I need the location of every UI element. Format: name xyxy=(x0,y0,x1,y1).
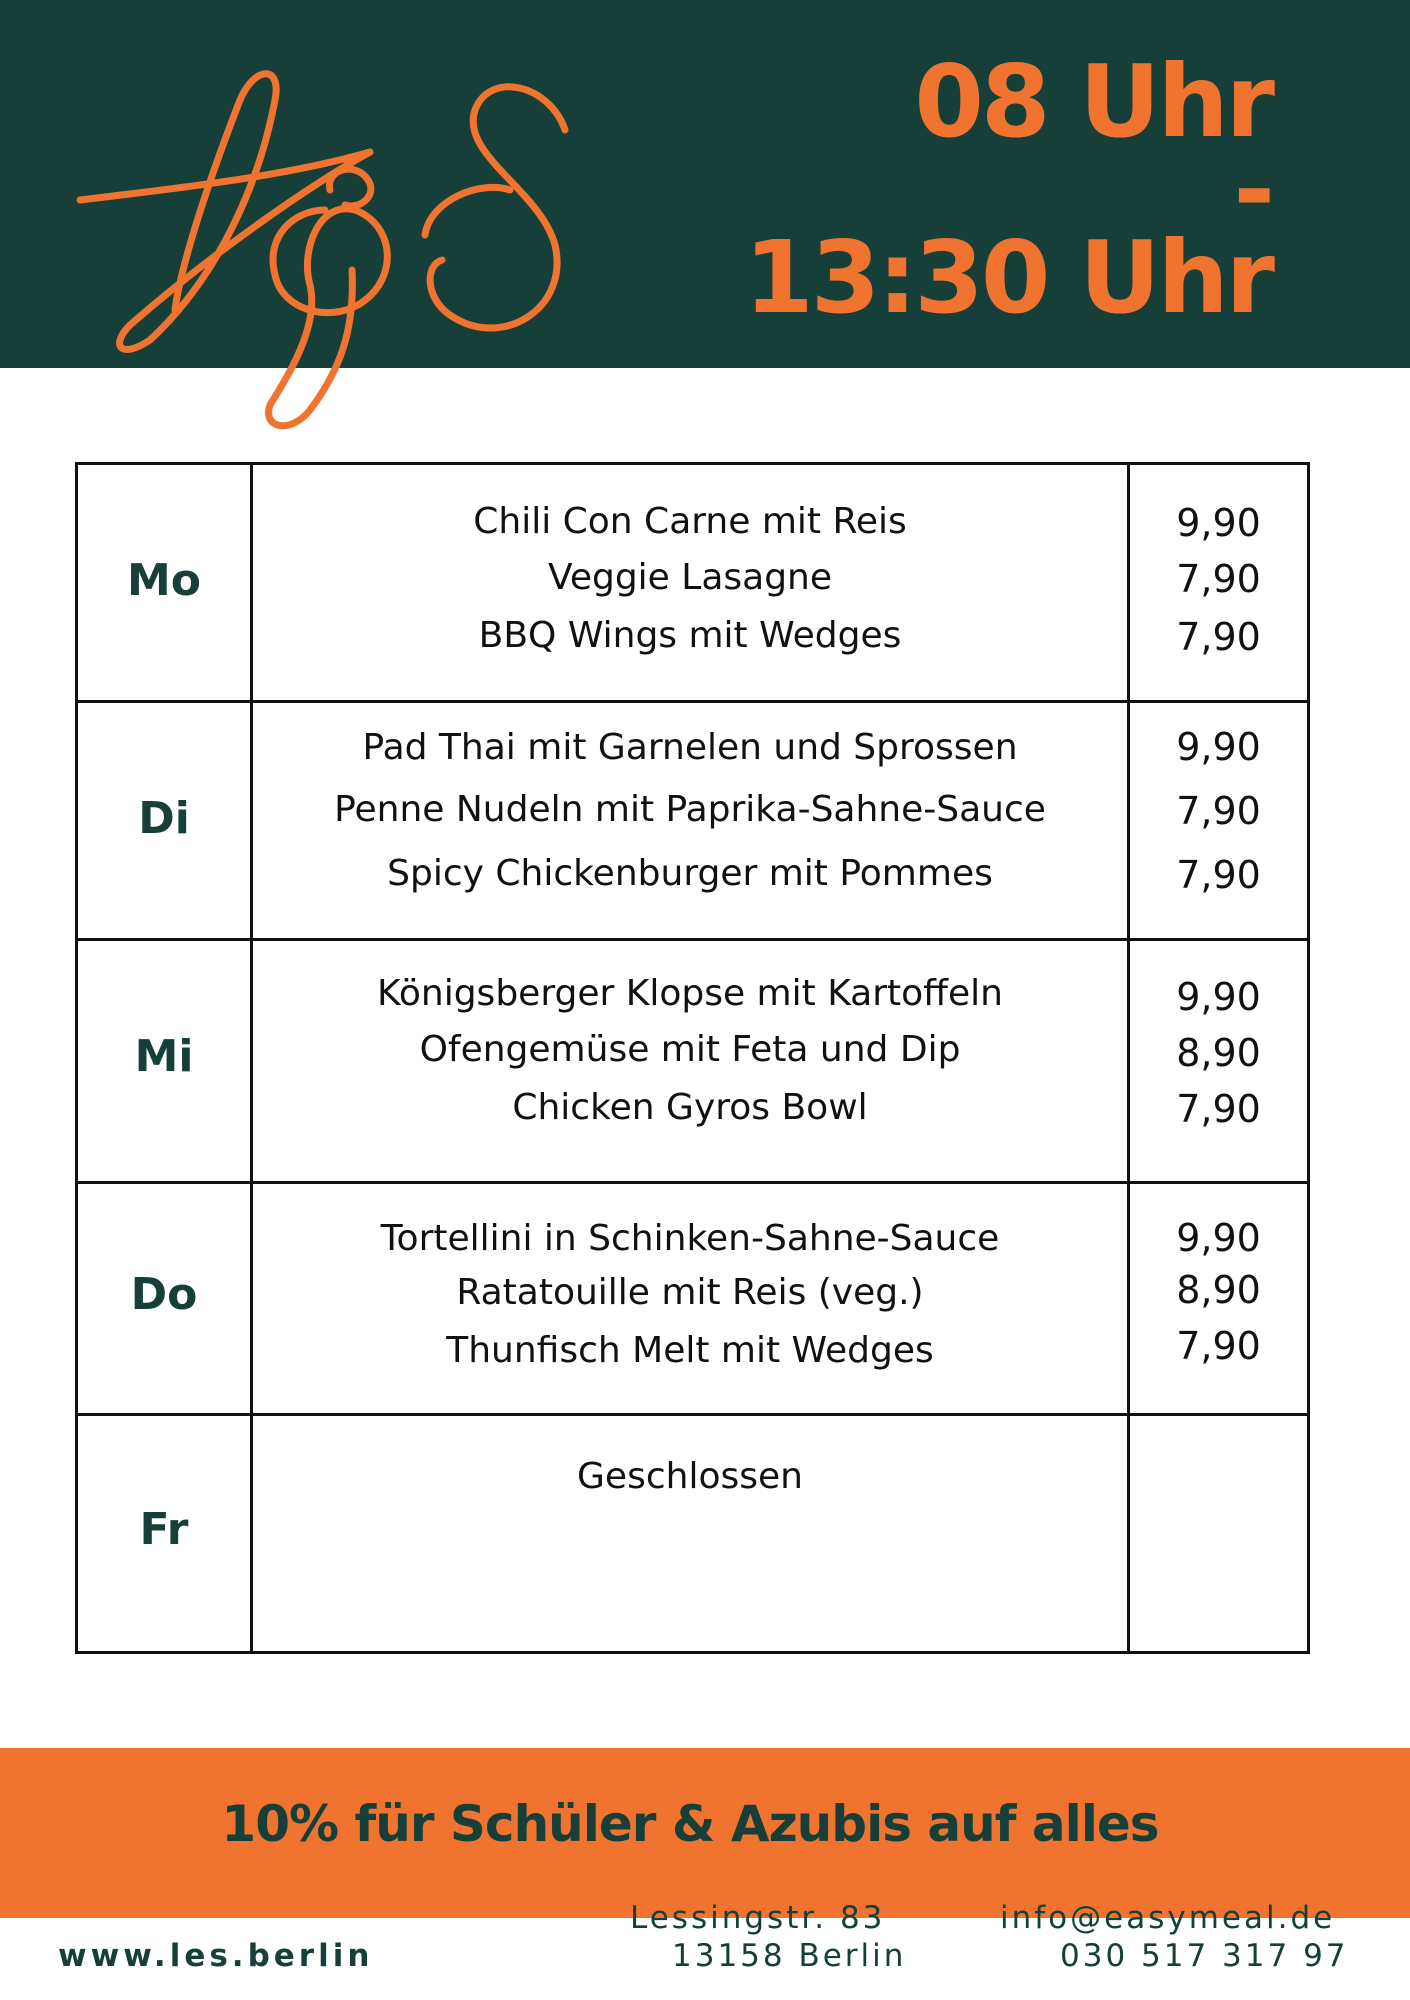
les-logo xyxy=(70,60,580,430)
day-cell xyxy=(77,1183,252,1415)
dish-item: Ratatouille mit Reis (veg.) xyxy=(456,1272,924,1313)
menu-row-tuesday xyxy=(77,702,1309,940)
email-link[interactable]: info@easymeal.de xyxy=(1000,1900,1336,1936)
dish-item: Chicken Gyros Bowl xyxy=(512,1087,868,1128)
closed-notice: Geschlossen xyxy=(577,1456,803,1497)
price-item: 7,90 xyxy=(1176,1324,1261,1368)
price-item: 7,90 xyxy=(1176,615,1261,659)
price-item: 7,90 xyxy=(1176,789,1261,833)
day-cell xyxy=(77,940,252,1183)
price-item: 9,90 xyxy=(1176,725,1261,769)
price-item: 7,90 xyxy=(1176,853,1261,897)
dishes-cell xyxy=(252,1183,1129,1415)
day-label: Di xyxy=(138,793,190,844)
opening-hours xyxy=(744,43,1272,336)
prices-cell xyxy=(1129,1415,1309,1653)
menu-row-wednesday xyxy=(77,940,1309,1183)
dishes-cell xyxy=(252,1415,1129,1653)
phone-number[interactable]: 030 517 317 97 xyxy=(1060,1938,1349,1974)
dishes-cell xyxy=(252,702,1129,940)
address-street: Lessingstr. 83 xyxy=(630,1900,886,1936)
hours-end: 13:30 Uhr xyxy=(744,219,1272,336)
weekly-menu-table xyxy=(75,462,1310,1654)
dish-item: Penne Nudeln mit Paprika-Sahne-Sauce xyxy=(334,789,1046,830)
website-link[interactable]: www.les.berlin xyxy=(58,1938,374,1974)
dish-item: BBQ Wings mit Wedges xyxy=(478,615,902,656)
day-label: Mi xyxy=(134,1031,194,1082)
address-city: 13158 Berlin xyxy=(672,1938,907,1974)
prices-cell xyxy=(1129,940,1309,1183)
discount-text: 10% für Schüler & Azubis auf alles xyxy=(221,1795,1159,1853)
dish-item: Chili Con Carne mit Reis xyxy=(473,501,907,542)
day-label: Mo xyxy=(126,555,201,606)
hours-separator: - xyxy=(1233,131,1272,248)
prices-cell xyxy=(1129,1183,1309,1415)
price-item: 8,90 xyxy=(1176,1031,1261,1075)
dish-item: Thunfisch Melt mit Wedges xyxy=(446,1330,934,1371)
price-item: 7,90 xyxy=(1176,557,1261,601)
dish-item: Spicy Chickenburger mit Pommes xyxy=(387,853,993,894)
menu-row-monday xyxy=(77,464,1309,702)
day-label: Do xyxy=(130,1269,198,1320)
dish-item: Ofengemüse mit Feta und Dip xyxy=(419,1029,961,1070)
day-cell xyxy=(77,464,252,702)
menu-row-friday xyxy=(77,1415,1309,1653)
price-item: 9,90 xyxy=(1176,1216,1261,1260)
dish-item: Königsberger Klopse mit Kartoffeln xyxy=(377,973,1003,1014)
dishes-cell xyxy=(252,940,1129,1183)
hours-start: 08 Uhr xyxy=(914,43,1272,160)
prices-cell xyxy=(1129,464,1309,702)
menu-row-thursday xyxy=(77,1183,1309,1415)
day-cell xyxy=(77,1415,252,1653)
prices-cell xyxy=(1129,702,1309,940)
day-cell xyxy=(77,702,252,940)
price-item: 9,90 xyxy=(1176,501,1261,545)
price-item: 7,90 xyxy=(1176,1087,1261,1131)
dish-item: Veggie Lasagne xyxy=(547,557,833,598)
dishes-cell xyxy=(252,464,1129,702)
price-item: 9,90 xyxy=(1176,975,1261,1019)
day-label: Fr xyxy=(139,1504,189,1555)
dish-item: Pad Thai mit Garnelen und Sprossen xyxy=(362,727,1018,768)
price-item: 8,90 xyxy=(1176,1268,1261,1312)
dish-item: Tortellini in Schinken-Sahne-Sauce xyxy=(380,1218,1000,1259)
